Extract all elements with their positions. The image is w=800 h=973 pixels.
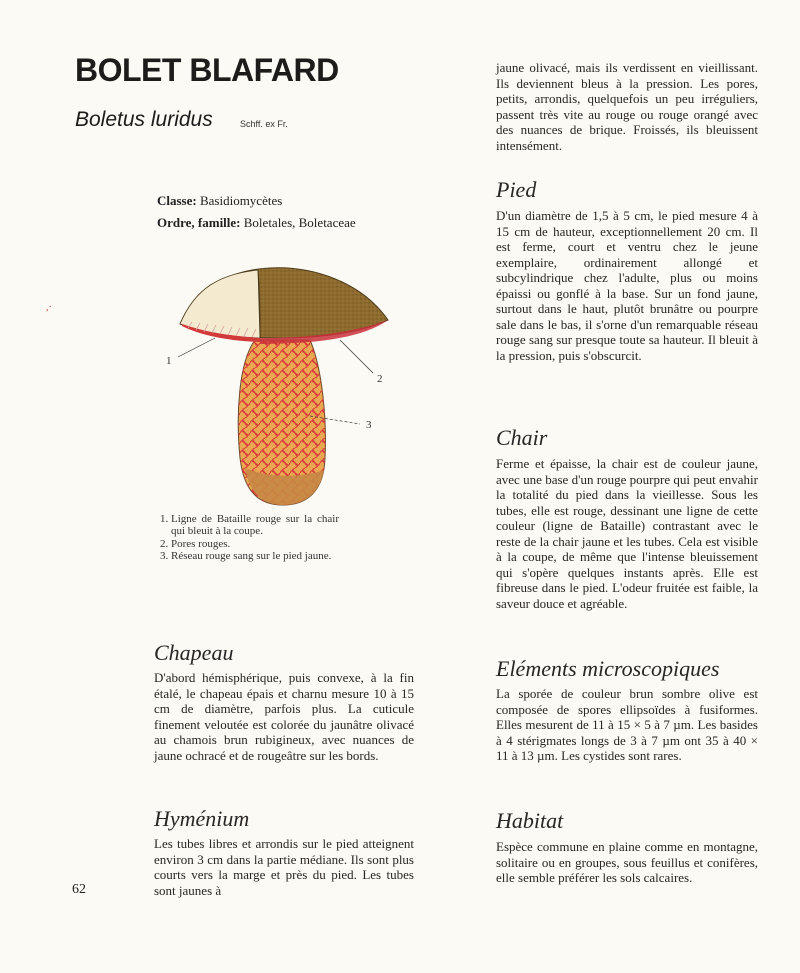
classe-value: Basidiomycètes (199, 193, 283, 208)
section-heading-chapeau: Chapeau (154, 640, 234, 665)
classe-label: Classe: (157, 193, 197, 208)
mushroom-illustration (160, 258, 400, 513)
classification-classe (157, 193, 282, 209)
section-text-microscopiques: La sporée de couleur brun sombre olive est composée de spores ellipsoïdes à fusiformes. Elles mesurent de 11 à 15 × 5 à 7 µm. Les basides à 4 stérigmates longs de 3 à 7 µm ont 35 à 40 × 11 à 13 µm. Les cystides sont rares. (496, 686, 758, 763)
section-heading-microscopiques: Eléments microscopiques (496, 656, 720, 681)
section-text-chapeau: D'abord hémisphérique, puis convexe, à la fin étalé, le chapeau épais et charnu mesure 10 à 15 cm de diamètre, parfois plus. La cuticule finement veloutée est colorée du jaunâtre olivacé au chamois brun rubigineux, avec nuances de jaune ochracé et de rougeâtre sur les bords. (154, 670, 414, 763)
cap (180, 268, 388, 344)
callout-label-3: 3 (366, 419, 372, 431)
section-text-pied: D'un diamètre de 1,5 à 5 cm, le pied mesure 4 à 15 cm de hauteur, exceptionnellement 20 cm. Il est ferme, court et ventru chez le jeune exemplaire, ordinairement allongé et subcylindrique chez l'adulte, plus ou moins épaissi ou gonflé à la base. Sur un fond jaune, surtout dans le haut, plutôt brunâtre ou pourpre sale dans le bas, il s'orne d'un remarquable réseau rouge sang sur presque toute sa hauteur. Il bleuit à la pression, puis s'obscurcit. (496, 208, 758, 363)
stem (238, 340, 325, 505)
figure-legend (157, 513, 339, 563)
page-number: 62 (72, 882, 86, 897)
callout-label-1: 1 (166, 355, 172, 367)
classification-ordre (157, 215, 356, 231)
section-heading-habitat: Habitat (496, 808, 564, 833)
legend-item: 1. Ligne de Bataille rouge sur la chair qui bleuit à la coupe. (171, 513, 339, 538)
section-heading-pied: Pied (496, 177, 537, 202)
section-text-habitat: Espèce commune en plaine comme en montagne, solitaire ou en groupes, sous feuillus et conifères, elle semble préférer les sols calcaires. (496, 839, 758, 885)
legend-item: 3. Réseau rouge sang sur le pied jaune. (171, 550, 339, 562)
ordre-label: Ordre, famille: (157, 215, 241, 230)
page-title: BOLET BLAFARD (75, 52, 339, 88)
callout-line-2 (340, 340, 373, 373)
callout-label-2: 2 (377, 373, 383, 385)
section-text-hymenium: Les tubes libres et arrondis sur le pied atteignent environ 3 cm dans la partie médiane. Ils sont plus courts vers la marge et près du pied. Les tubes sont jaunes à (154, 836, 414, 898)
author-abbreviation: Schff. ex Fr. (240, 119, 288, 129)
section-heading-chair: Chair (496, 425, 548, 450)
latin-name: Boletus luridus (75, 108, 213, 131)
callout-line-1 (178, 338, 215, 357)
margin-mark: ,· (46, 302, 52, 313)
section-heading-hymenium: Hyménium (154, 806, 250, 831)
section-text-chair: Ferme et épaisse, la chair est de couleur jaune, avec une base d'un rouge pourpre qui peut envahir la totalité du pied dans la vieillesse. Sous les tubes, elle est rouge, dessinant une ligne de cette couleur (ligne de Bataille) contrastant avec le reste de la chair jaune et les tubes. Cela est visible à la coupe, de même que l'intense bleuissement qui s'opère quelques instants après. Elle est fibreuse dans le pied. L'odeur fruitée est faible, la saveur douce et agréable. (496, 456, 758, 611)
legend-item: 2. Pores rouges. (171, 538, 339, 550)
section-text-hymenium-continued: jaune olivacé, mais ils verdissent en vieillissant. Ils deviennent bleus à la pression. Les pores, petits, arrondis, quelquefois un peu irréguliers, passent très vite au rouge ou rouge orangé avec des nuances de brique. Froissés, ils bleuissent intensément. (496, 60, 758, 153)
ordre-value: Boletales, Boletaceae (243, 215, 356, 230)
